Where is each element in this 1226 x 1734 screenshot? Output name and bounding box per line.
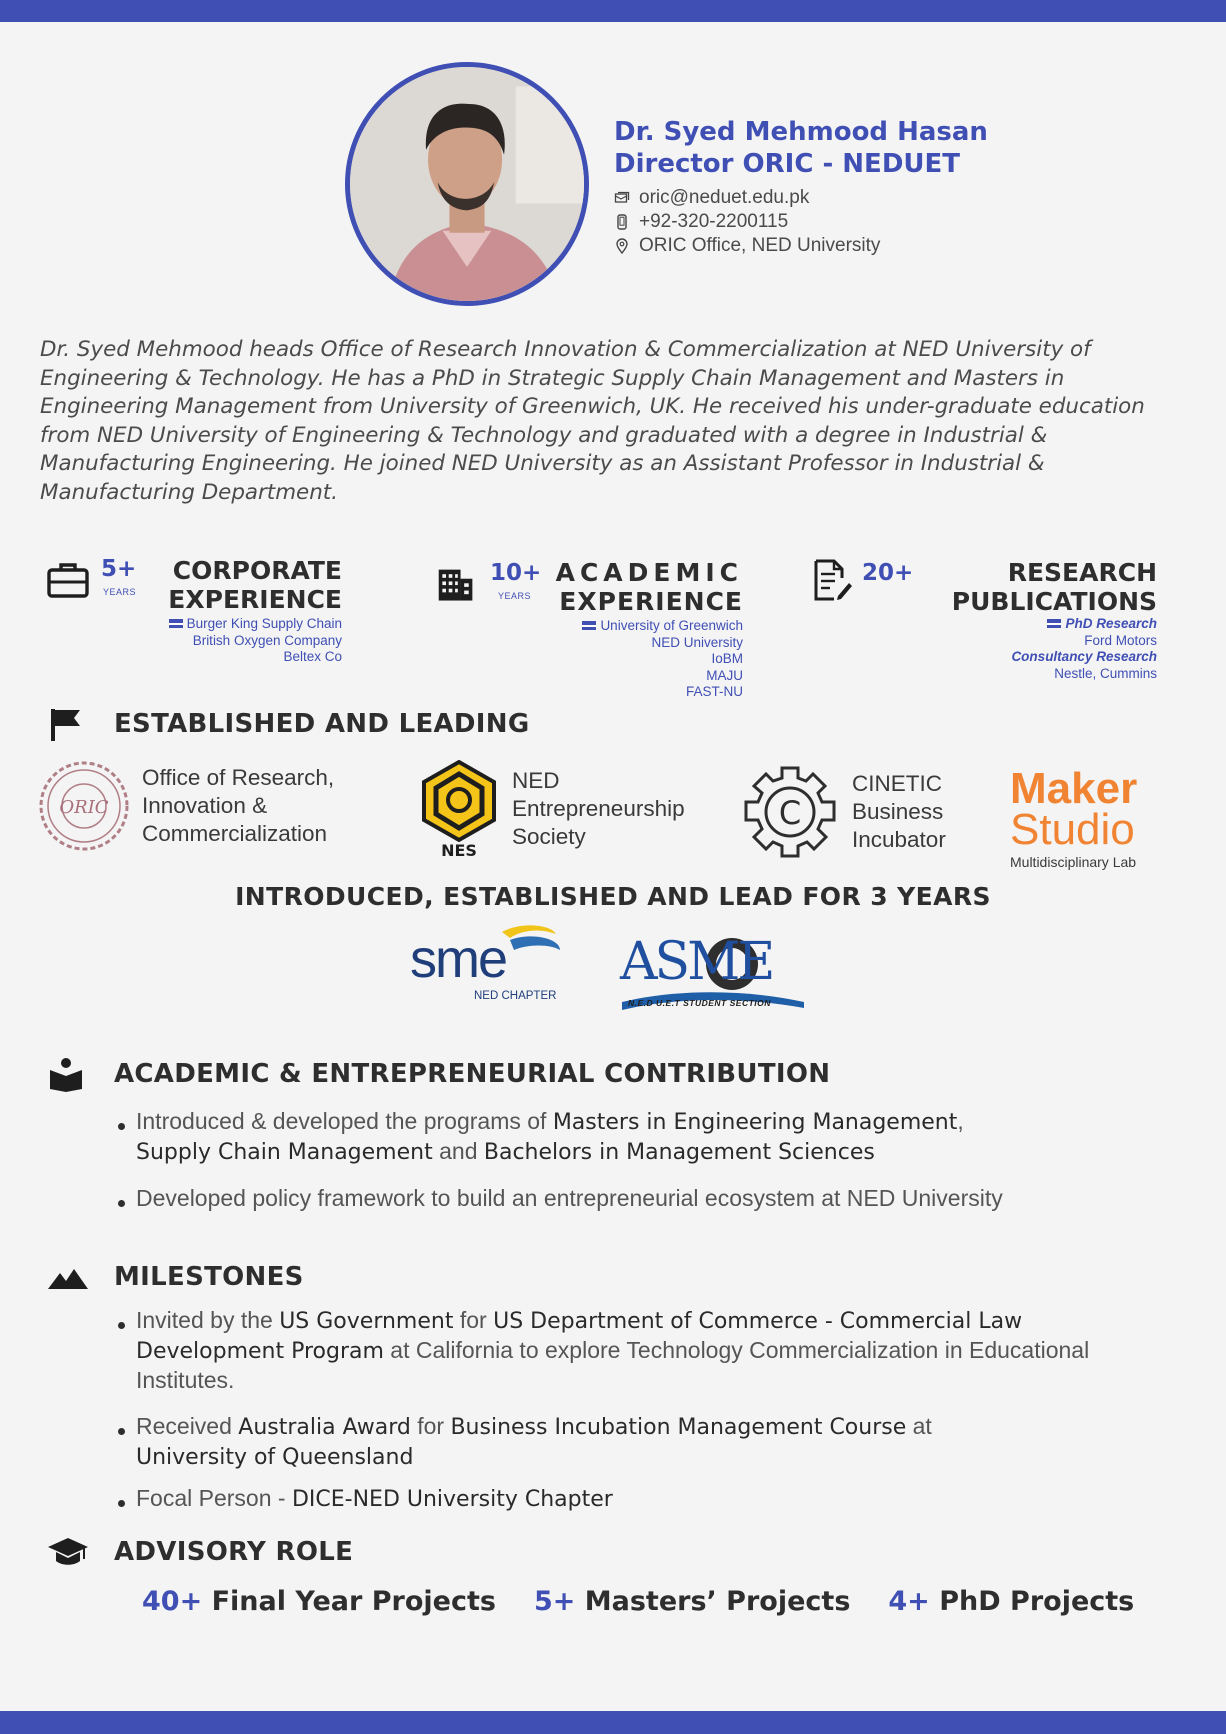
profile-header bbox=[614, 116, 988, 258]
location-pin-icon bbox=[614, 238, 630, 254]
stat-unit: YEARS bbox=[498, 591, 532, 601]
bottom-band bbox=[0, 1711, 1226, 1734]
email-row[interactable] bbox=[614, 186, 988, 210]
stat-title-line2: PUBLICATIONS bbox=[951, 587, 1157, 616]
section-title: ESTABLISHED AND LEADING bbox=[114, 709, 530, 739]
list-item: Introduced & developed the programs of Masters in Engineering Management, Supply Chain Management and Bachelors in Management Sciences bbox=[118, 1107, 1118, 1167]
milestones-list bbox=[118, 1306, 1118, 1514]
phone-row[interactable] bbox=[614, 210, 988, 234]
logo-label: NED Entrepreneurship Society bbox=[512, 768, 685, 849]
stat-title-line2: EXPERIENCE bbox=[168, 585, 342, 614]
stat-title-line2: EXPERIENCE bbox=[559, 587, 743, 616]
stat-item: Burger King Supply Chain bbox=[169, 616, 342, 633]
section-advisory bbox=[48, 1534, 353, 1570]
stat-item: Nestle, Cummins bbox=[1054, 665, 1157, 681]
advisory-item: 4+ PhD Projects bbox=[888, 1586, 1135, 1617]
advisory-item: 5+ Masters’ Projects bbox=[533, 1586, 851, 1617]
academic-list bbox=[118, 1107, 1118, 1213]
nes-logo-text: NES bbox=[441, 841, 477, 858]
logo-label: Office of Research, Innovation & Commercialization bbox=[142, 765, 335, 846]
stat-item: MAJU bbox=[706, 667, 743, 683]
graduation-cap-icon bbox=[48, 1534, 88, 1570]
advisory-stats bbox=[142, 1586, 1172, 1617]
profile-title: Director ORIC - NEDUET bbox=[614, 149, 961, 179]
stat-item: PhD Research bbox=[1011, 616, 1157, 633]
email-text: oric@neduet.edu.pk bbox=[639, 187, 810, 208]
phone-text: +92-320-2200115 bbox=[639, 211, 789, 232]
logo-oric bbox=[38, 760, 334, 852]
oric-seal-icon bbox=[38, 760, 130, 852]
sme-text: sme bbox=[410, 929, 507, 989]
briefcase-icon bbox=[46, 558, 90, 602]
stat-title-line1: ACADEMIC bbox=[555, 558, 743, 587]
document-edit-icon bbox=[810, 558, 854, 602]
stat-number: 5+ bbox=[101, 556, 137, 582]
building-icon bbox=[436, 566, 476, 606]
stat-title bbox=[168, 556, 342, 614]
stat-number: 20+ bbox=[862, 560, 914, 586]
section-title: MILESTONES bbox=[114, 1262, 304, 1292]
stat-item: FAST-NU bbox=[685, 684, 743, 699]
bio-paragraph: Dr. Syed Mehmood heads Office of Research Innovation & Commercialization at NED University of Engineering & Technology. He has a PhD in Strategic Supply Chain Management and Masters in Engineering Management from University of Greenwich, UK. He received his under-graduate education from NED University of Engineering & Technology and graduated with a degree in Industrial & Manufacturing Engineering. He joined NED University as an Assistant Professor in Industrial & Manufacturing Department. bbox=[40, 337, 1145, 505]
list-item: Received Australia Award for Business Incubation Management Course at University of Queensland bbox=[118, 1412, 1118, 1472]
stat-items bbox=[1011, 616, 1157, 682]
logo-cinetic bbox=[740, 762, 946, 862]
stat-academic bbox=[436, 558, 743, 708]
stat-research bbox=[810, 558, 1157, 688]
studio-title: Studio bbox=[1010, 805, 1135, 854]
advisory-item: 40+ Final Year Projects bbox=[142, 1586, 496, 1617]
profile-name: Dr. Syed Mehmood Hasan bbox=[614, 117, 988, 147]
stat-number: 10+ bbox=[490, 560, 542, 586]
uk-flag-icon bbox=[1047, 619, 1061, 628]
section-title: ACADEMIC & ENTREPRENEURIAL CONTRIBUTION bbox=[114, 1059, 831, 1089]
logo-label: CINETIC Business Incubator bbox=[852, 771, 946, 852]
svg-text:ORIC: ORIC bbox=[59, 797, 109, 818]
stat-unit: YEARS bbox=[103, 587, 137, 597]
logo-asme bbox=[620, 928, 806, 1018]
phone-icon bbox=[614, 214, 630, 230]
book-reader-icon bbox=[48, 1056, 84, 1092]
maker-subtitle: Multidisciplinary Lab bbox=[1010, 854, 1137, 870]
stat-items bbox=[582, 618, 743, 701]
stat-item: University of Greenwich bbox=[582, 618, 743, 635]
stat-corporate bbox=[46, 556, 342, 676]
flag-icon bbox=[48, 706, 84, 742]
stat-title-line1: CORPORATE bbox=[172, 556, 342, 585]
location-row bbox=[614, 234, 988, 258]
profile-photo bbox=[345, 62, 589, 306]
cinetic-logo-text: C bbox=[778, 794, 802, 832]
stat-item: Ford Motors bbox=[1084, 632, 1157, 648]
stat-title-line1: RESEARCH bbox=[1007, 558, 1157, 587]
section-academic bbox=[48, 1056, 830, 1092]
section-title: ADVISORY ROLE bbox=[114, 1537, 354, 1567]
list-item: Developed policy framework to build an entrepreneurial ecosystem at NED University bbox=[118, 1184, 1118, 1213]
uk-flag-icon bbox=[582, 621, 596, 630]
mountain-icon bbox=[48, 1259, 88, 1295]
stat-item: British Oxygen Company bbox=[192, 632, 342, 648]
stat-title bbox=[556, 558, 743, 616]
logo-maker-studio bbox=[1010, 764, 1138, 870]
stat-item: Beltex Co bbox=[283, 649, 342, 664]
top-band bbox=[0, 0, 1226, 22]
uk-flag-icon bbox=[169, 619, 183, 628]
nes-logo-icon bbox=[416, 760, 502, 858]
section-milestones bbox=[48, 1259, 304, 1295]
maker-title: Maker bbox=[1010, 764, 1138, 813]
stat-item: Consultancy Research bbox=[1011, 649, 1157, 664]
list-item: Invited by the US Government for US Department of Commerce - Commercial Law Development Program at California to explore Technology Commercialization in Educational Institutes. bbox=[118, 1306, 1118, 1395]
section-introduced-title: INTRODUCED, ESTABLISHED AND LEAD FOR 3 YEARS bbox=[235, 882, 991, 911]
asme-text: ASME bbox=[620, 932, 773, 992]
list-item: Focal Person - DICE-NED University Chapter bbox=[118, 1484, 1118, 1514]
sme-subtitle: NED CHAPTER bbox=[474, 990, 557, 1002]
logo-nes bbox=[416, 760, 685, 858]
asme-subtitle: N.E.D U.E.T STUDENT SECTION bbox=[628, 998, 771, 1008]
stat-item: NED University bbox=[651, 634, 743, 650]
cinetic-gear-icon bbox=[740, 762, 840, 862]
stat-item: IoBM bbox=[711, 651, 743, 666]
stat-title bbox=[952, 558, 1157, 616]
section-established bbox=[48, 706, 530, 742]
stat-items bbox=[169, 616, 342, 666]
logo-sme bbox=[410, 920, 570, 1010]
email-icon bbox=[614, 190, 630, 206]
location-text: ORIC Office, NED University bbox=[639, 235, 881, 256]
